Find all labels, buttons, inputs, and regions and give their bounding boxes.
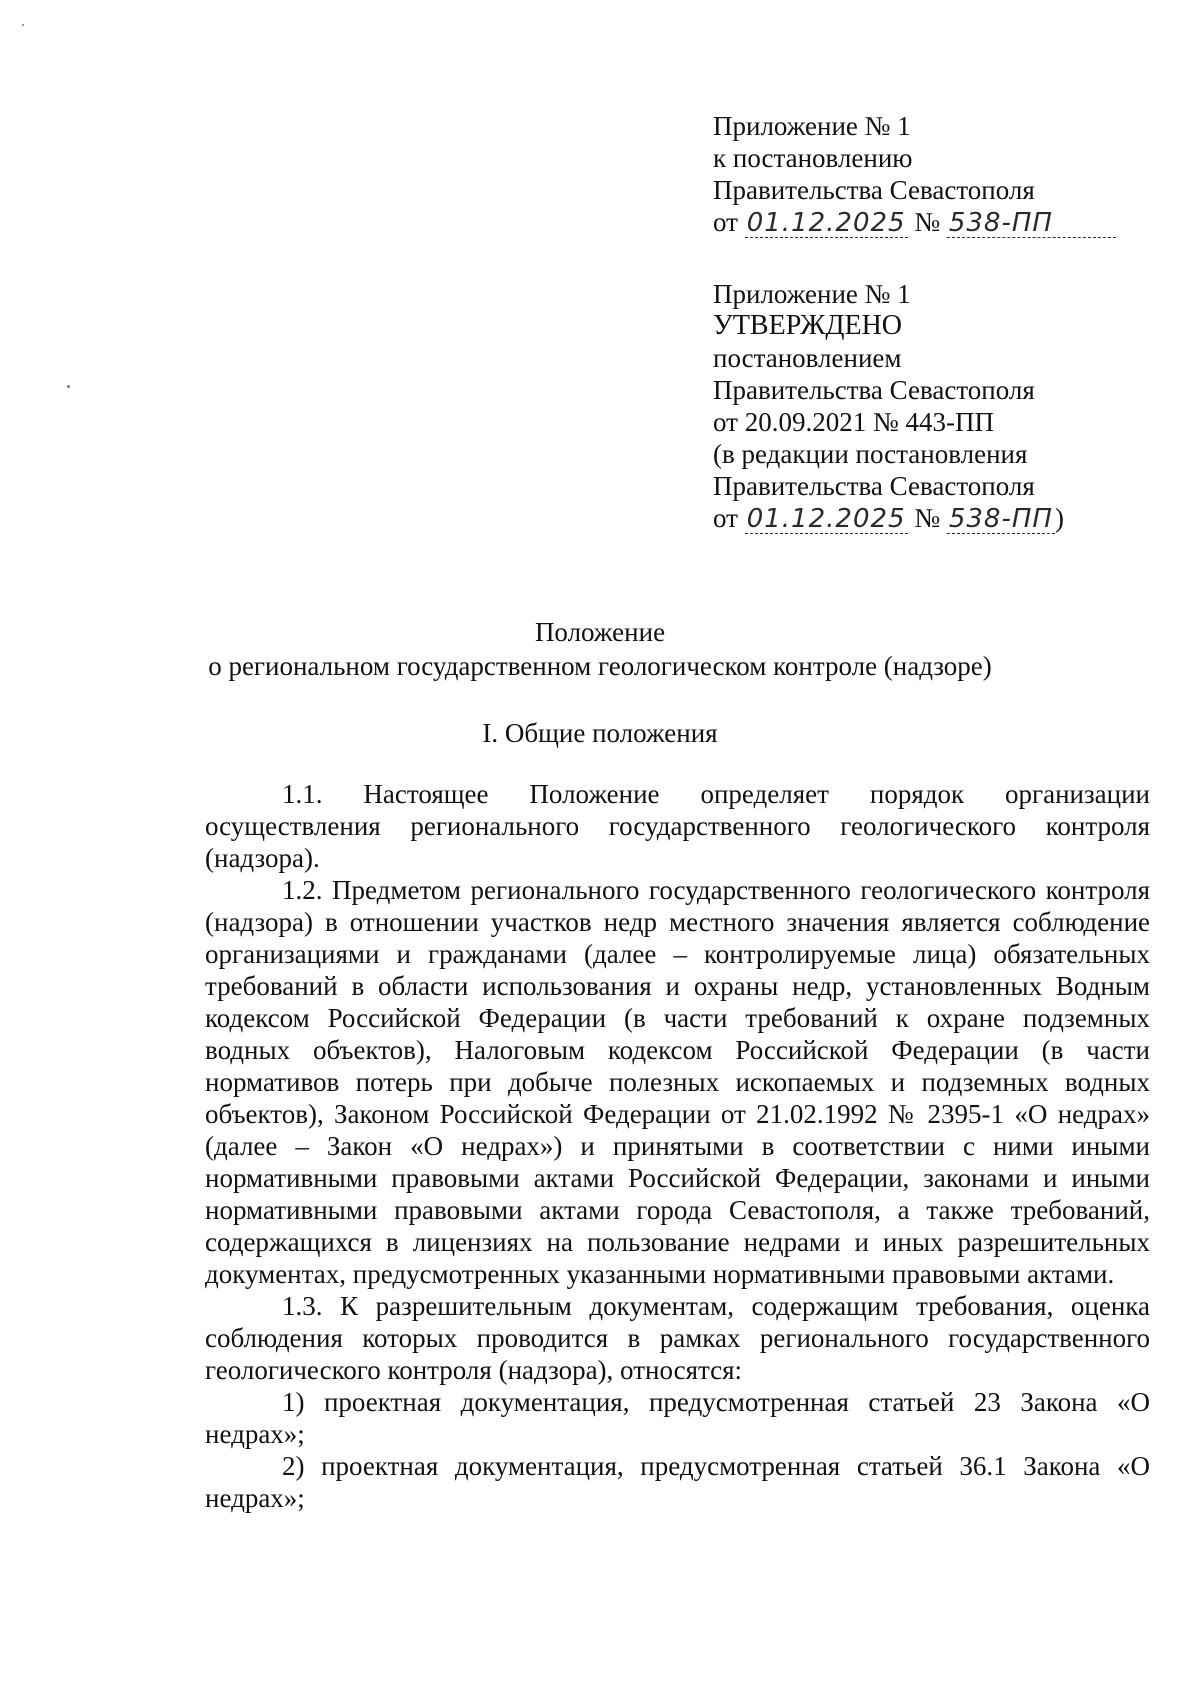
revision-authority: Правительства Севастополя <box>713 471 1035 501</box>
number-prefix: № <box>914 207 941 237</box>
annex-date-number-line <box>713 206 1116 238</box>
handwritten-number: 538-ПП <box>947 209 1116 238</box>
handwritten-date: 01.12.2025 <box>746 504 906 534</box>
paragraph-1-2: 1.2. Предметом регионального государственного геологического контроля (надзора) в отношении участков недр местного значения является соблюдение организациями и гражданами (далее – контролируемые лица) обязательных требований в области использования и охраны недр, установленных Водным кодексом Российской Федерации (в части требований к охране подземных водных объектов), Налоговым кодексом Российской Федерации (в части нормативов потерь при добыче полезных ископаемых и подземных водных объектов), Законом Российской Федерации от 21.02.1992 № 2395-1 «О недрах» (далее – Закон «О недрах») и принятыми в соответствии с ними иными нормативными правовыми актами Российской Федерации, законами и иными нормативными правовыми актами города Севастополя, а также требований, содержащихся в лицензиях на пользование недрами и иных разрешительных документах, предусмотренных указанными нормативными правовыми актами. <box>205 875 1150 1289</box>
from-prefix: от <box>713 503 738 533</box>
scan-speck <box>22 24 24 26</box>
revision-note: (в редакции постановления <box>713 439 1028 469</box>
from-prefix: от <box>713 207 738 237</box>
approval-block <box>713 278 1064 534</box>
document-title: Положение <box>534 617 666 647</box>
document-body <box>205 778 1150 1514</box>
paragraph-1-3: 1.3. К разрешительным документам, содержащим требования, оценка соблюдения которых проводится в рамках регионального государственного геологического контроля (надзора), относятся: <box>205 1291 1150 1385</box>
document-subtitle: о региональном государственном геологическом контроле (надзоре) <box>208 651 992 681</box>
paragraph-1-1: 1.1. Настоящее Положение определяет порядок организации осуществления регионального государственного геологического контроля (надзора). <box>205 779 1150 873</box>
number-prefix: № <box>914 503 941 533</box>
closing-paren: ) <box>1054 503 1064 533</box>
approved-label: УТВЕРЖДЕНО <box>713 310 903 341</box>
approval-annex-label: Приложение № 1 <box>713 279 911 309</box>
list-item-2: 2) проектная документация, предусмотренная статьей 36.1 Закона «О недрах»; <box>205 1451 1150 1513</box>
annex-label: Приложение № 1 <box>713 111 911 141</box>
annex-authority: Правительства Севастополя <box>713 175 1035 205</box>
scan-speck <box>67 385 70 388</box>
original-resolution-ref: от 20.09.2021 № 443-ПП <box>713 407 994 437</box>
revision-date-number-line <box>713 502 1064 534</box>
approval-ref-line: постановлением <box>713 343 902 373</box>
approval-authority: Правительства Севастополя <box>713 375 1035 405</box>
list-item-1: 1) проектная документация, предусмотренная статьей 23 Закона «О недрах»; <box>205 1387 1150 1449</box>
section-heading: I. Общие положения <box>482 718 718 748</box>
annex-ref-line: к постановлению <box>713 143 913 173</box>
handwritten-number: 538-ПП <box>948 504 1053 534</box>
handwritten-date: 01.12.2025 <box>746 208 906 238</box>
annex-header-block <box>713 110 1116 238</box>
